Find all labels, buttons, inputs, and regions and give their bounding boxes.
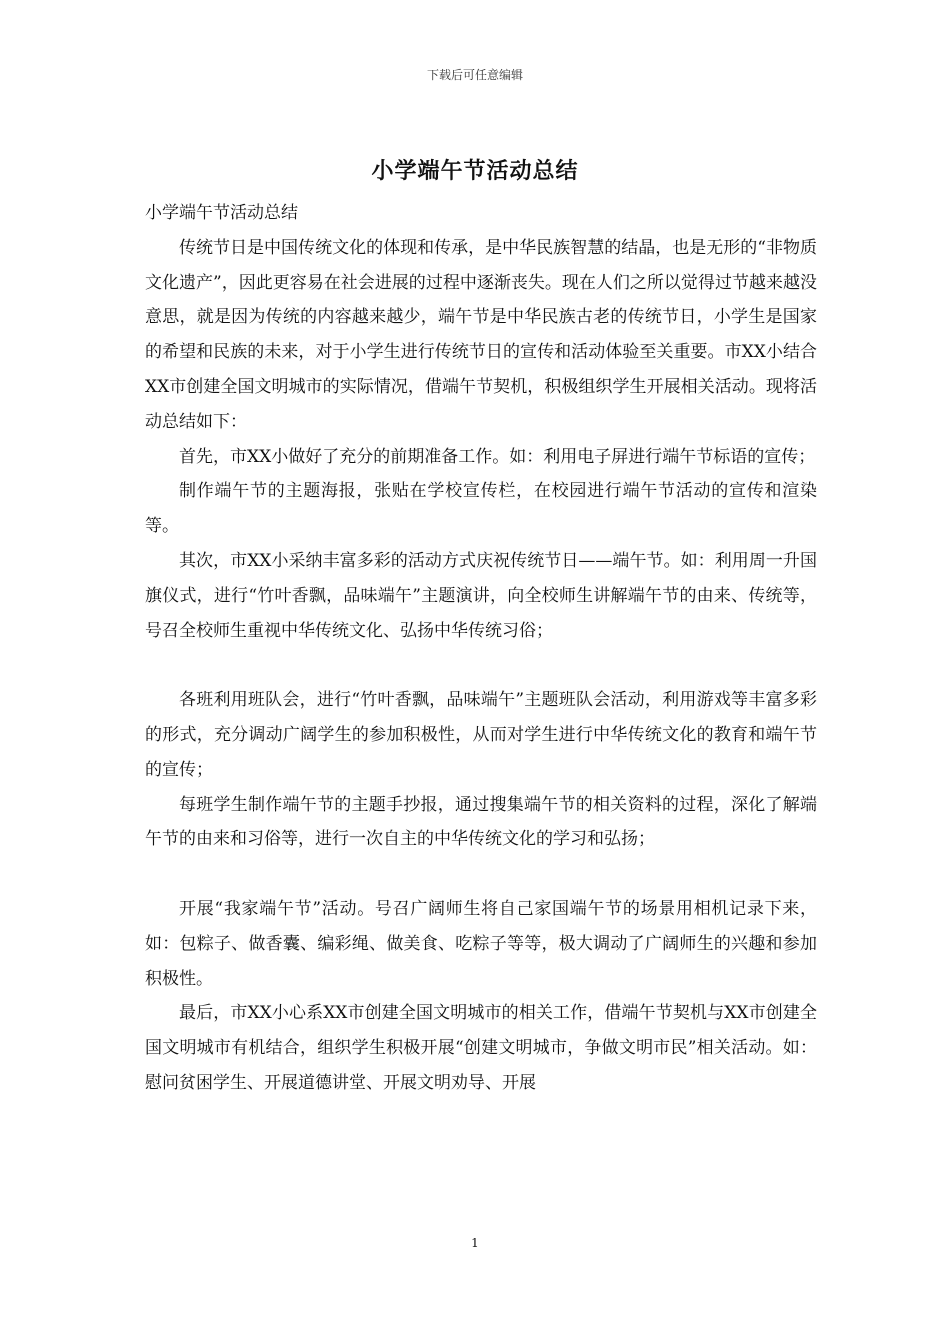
page-header-note: 下载后可任意编辑 (426, 68, 523, 82)
subtitle-line: 小学端午节活动总结 (145, 203, 298, 223)
paragraph-class-meeting: 各班利用班队会，进行“竹叶香飘，品味端午”主题班队会活动，利用游戏等丰富多彩的形式，充分调动广阔学生的参加积极性，从而对学生进行中华传统文化的教育和端午节的宣传； (145, 690, 817, 780)
document-title: 小学端午节活动总结 (371, 158, 579, 184)
paragraph-my-family-festival: 开展“我家端午节”活动。号召广阔师生将自己家国端午节的场景用相机记录下来，如：包粽子、做香囊、编彩绳、做美食、吃粽子等等，极大调动了广阔师生的兴趣和参加积极性。 (145, 898, 817, 989)
paragraph-activities: 其次，市XX小采纳丰富多彩的活动方式庆祝传统节日——端午节。如：利用周一升国旗仪式，进行“竹叶香飘，品味端午”主题演讲，向全校师生讲解端午节的由来、传统等，号召全校师生重视中华传统文化、弘扬中华传统习俗； (145, 550, 817, 641)
page-number: 1 (471, 1236, 479, 1250)
document-body (145, 196, 817, 1101)
paragraph-handwritten-newspaper: 每班学生制作端午节的主题手抄报，通过搜集端午节的相关资料的过程，深化了解端午节的由来和习俗等，进行一次自主的中华传统文化的学习和弘扬； (145, 794, 817, 850)
paragraph-intro: 传统节日是中国传统文化的体现和传承，是中华民族智慧的结晶，也是无形的“非物质文化遗产”，因此更容易在社会进展的过程中逐渐丧失。现在人们之所以觉得过节越来越没意思，就是因为传统的内容越来越少，端午节是中华民族古老的传统节日，小学生是国家的希望和民族的未来，对于小学生进行传统节日的宣传和活动体验至关重要。市XX小结合XX市创建全国文明城市的实际情况，借端午节契机，积极组织学生开展相关活动。现将活动总结如下： (145, 237, 817, 432)
paragraph-poster: 制作端午节的主题海报，张贴在学校宣传栏，在校园进行端午节活动的宣传和渲染等。 (145, 481, 817, 537)
paragraph-preparation: 首先，市XX小做好了充分的前期准备工作。如：利用电子屏进行端午节标语的宣传； (179, 446, 816, 467)
paragraph-civilized-city: 最后，市XX小心系XX市创建全国文明城市的相关工作，借端午节契机与XX市创建全国文明城市有机结合，组织学生积极开展“创建文明城市，争做文明市民”相关活动。如：慰问贫困学生、开展道德讲堂、开展文明劝导、开展 (145, 1003, 817, 1093)
